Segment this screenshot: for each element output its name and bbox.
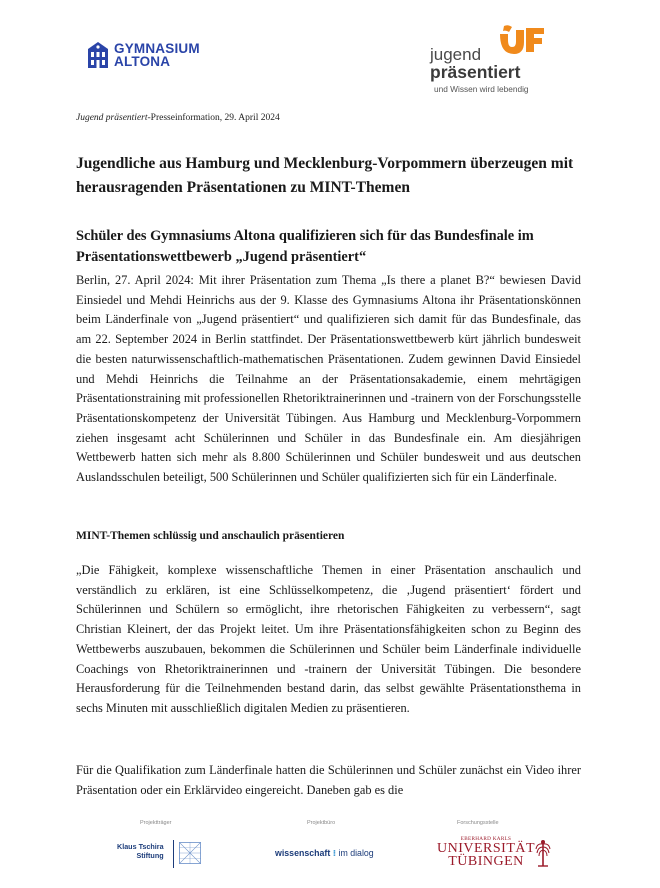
footer-label-forschung: Forschungsstelle xyxy=(457,820,499,826)
dateline-italic: Jugend präsentiert xyxy=(76,113,148,123)
footer-label-buero: Projektbüro xyxy=(307,820,336,826)
wid-separator: ⁝ xyxy=(330,848,339,858)
tschira-line2: Stiftung xyxy=(136,851,164,860)
palm-tree-emblem-icon xyxy=(535,839,551,867)
universitaet-tuebingen-logo xyxy=(437,836,535,868)
ut-line1: UNIVERSITÄT xyxy=(437,841,536,856)
paragraph-qualification: Für die Qualifikation zum Länderfinale hatten die Schülerinnen und Schüler zunächst ein Video ihrer Präsentation oder ein Erklärvideo eingereicht. Daneben gab es die xyxy=(76,763,581,797)
tschira-grid-icon xyxy=(179,842,201,864)
wid-bold: wissenschaft xyxy=(275,848,331,858)
headline: Jugendliche aus Hamburg und Mecklenburg-Vorpommern überzeugen mit herausragenden Präsentationen zu MINT-Themen xyxy=(76,155,574,196)
ut-line2: TÜBINGEN xyxy=(448,854,524,869)
paragraph-intro: Berlin, 27. April 2024: Mit ihrer Präsentation zum Thema „Is there a planet B?“ bewiesen David Einsiedel und Mehdi Heinrichs aus der 9. Klasse des Gymnasiums Altona ihr Präsentationskönnen beim Länderfinale von „Jugend präsentiert“ und qualifizieren sich damit für das Bundesfinale, das am 22. September 2024 in Berlin stattfindet. Der Präsentationswettbewerb kürt jährlich bundesweit die besten naturwissenschaftlich-mathematischen Präsentationen. Zudem gewinnen David Einsiedel und Mehdi Heinrichs die Teilnahme an der Präsentationsakademie, einem mehrtägigen Präsentationstraining mit professionellen Rhetoriktrainerinnen und -trainern von der Forschungsstelle Präsentationskompetenz der Universität Tübingen. Aus Hamburg und Mecklenburg-Vorpommern ziehen insgesamt acht Schülerinnen und Schüler in das Bundesfinale ein. Am diesjährigen Wettbewerb hatten sich mehr als 8.800 Schülerinnen und Schüler bundesweit und aus deutschen Auslandsschulen beteiligt, 500 Schülerinnen und Schüler qualifizierten sich für ein Länderfinale. xyxy=(76,273,581,485)
section-heading: MINT-Themen schlüssig und anschaulich präsentieren xyxy=(76,530,345,542)
paragraph-quote: „Die Fähigkeit, komplexe wissenschaftliche Themen in einer Präsentation anschaulich und verständlich zu erklären, ist eine Schlüsselkompetenz, die ‚Jugend präsentiert‘ fördert und Schülerinnen und Schülern so ermöglicht, ihre rhetorischen Fähigkeiten zu verbessern“, sagt Christian Kleinert, der das Projekt leitet. Um ihre Präsentationsfähigkeiten schon zu Beginn des Wettbewerbs auszubauen, bekommen die Schülerinnen und Schüler beim Länderfinale individuelle Coachings von Rhetoriktrainerinnen und -trainern der Universität Tübingen. Die besondere Herausforderung für die Teilnehmenden bestand darin, das selbst gewählte Präsentationsthema in sechs Minuten mit ausschließlich digitalen Medien zu präsentieren. xyxy=(76,563,581,715)
tschira-line1: Klaus Tschira xyxy=(117,842,164,851)
wid-rest: im dialog xyxy=(338,848,374,858)
jugend-praesentiert-logo xyxy=(430,24,550,96)
gymnasium-logo-line2: ALTONA xyxy=(114,54,171,69)
jp-logo-jugend: jugend xyxy=(430,45,482,64)
tschira-divider xyxy=(173,840,174,868)
dateline-rest: -Presseinformation, 29. April 2024 xyxy=(147,113,280,123)
jp-speech-mark-icon xyxy=(496,24,548,58)
jp-logo-tagline: und Wissen wird lebendig xyxy=(434,84,529,94)
gymnasium-logo-line1: GYMNASIUM xyxy=(114,41,200,56)
subheadline: Schüler des Gymnasiums Altona qualifizieren sich für das Bundesfinale im Präsentationswettbewerb „Jugend präsentiert“ xyxy=(76,228,534,265)
jp-logo-praesentiert: präsentiert xyxy=(430,62,521,82)
ut-small-line: EBERHARD KARLS xyxy=(460,836,512,842)
wissenschaft-im-dialog-logo xyxy=(275,848,374,859)
klaus-tschira-logo xyxy=(117,842,164,860)
gymnasium-altona-logo xyxy=(86,41,200,69)
footer-label-traeger: Projektträger xyxy=(140,820,172,826)
school-building-icon xyxy=(86,41,110,69)
press-dateline xyxy=(76,113,280,123)
